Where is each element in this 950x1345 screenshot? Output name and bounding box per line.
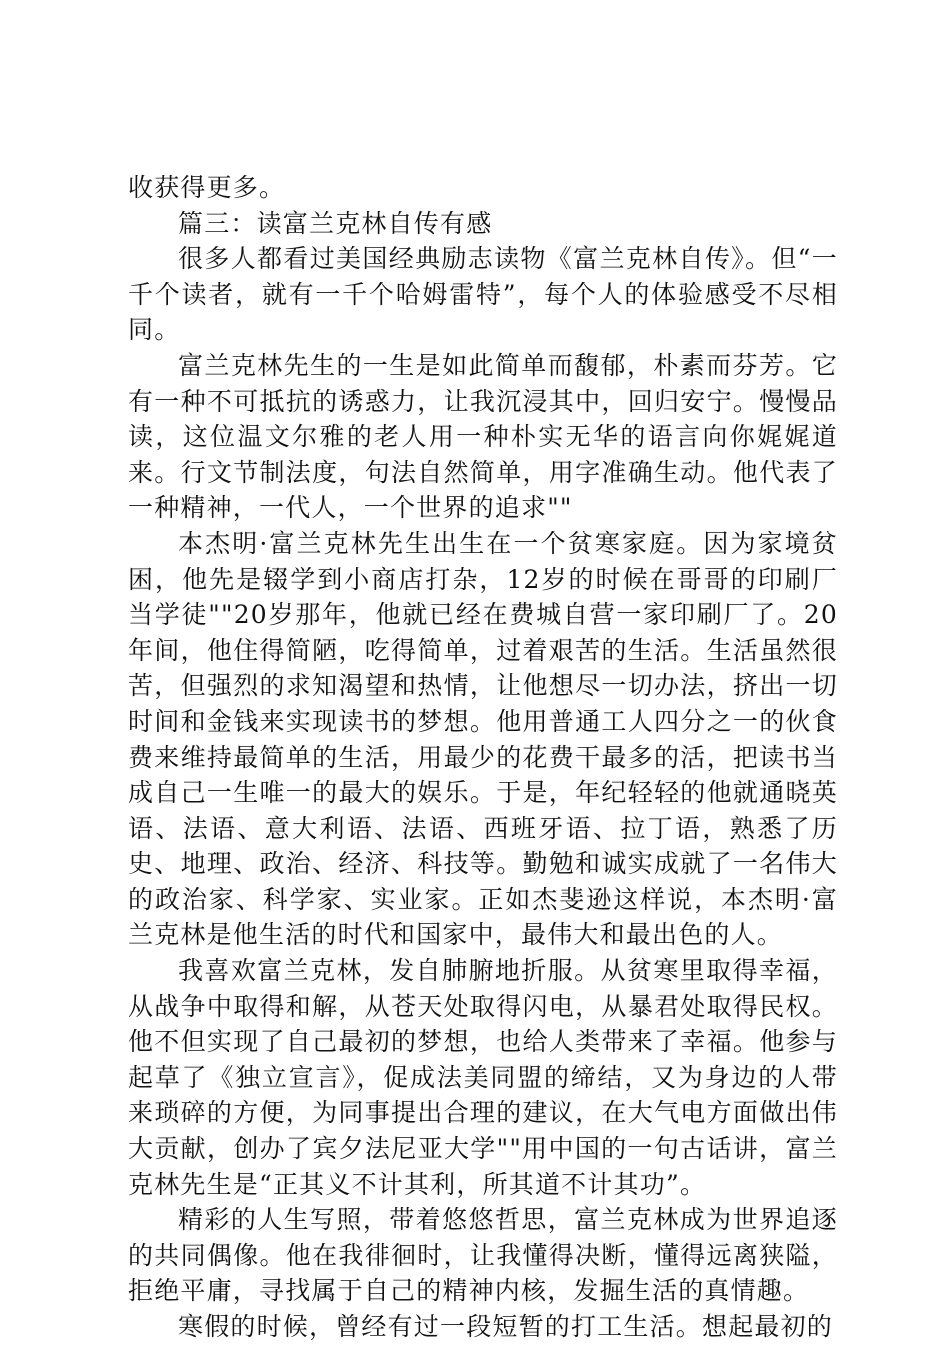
paragraph: 很多人都看过美国经典励志读物《富兰克林自传》。但“一千个读者，就有一千个哈姆雷特”，每个人的体验感受不尽相同。 xyxy=(128,244,838,345)
paragraph-continuation: 收获得更多。 xyxy=(128,173,286,202)
paragraph: 富兰克林先生的一生是如此简单而馥郁，朴素而芬芳。它有一种不可抵抗的诱惑力，让我沉浸其中，回归安宁。慢慢品读，这位温文尔雅的老人用一种朴实无华的语言向你娓娓道来。行文节制法度，句法自然简单，用字准确生动。他代表了一种精神，一代人，一个世界的追求"" xyxy=(128,350,838,523)
document-body xyxy=(128,170,838,1345)
paragraph: 本杰明·富兰克林先生出生在一个贫寒家庭。因为家境贫困，他先是辍学到小商店打杂，12岁的时候在哥哥的印刷厂当学徒""20岁那年，他就已经在费城自营一家印刷厂了。20年间，他住得简陋，吃得简单，过着艰苦的生活。生活虽然很苦，但强烈的求知渴望和热情，让他想尽一切办法，挤出一切时间和金钱来实现读书的梦想。他用普通工人四分之一的伙食费来维持最简单的生活，用最少的花费干最多的活，把读书当成自己一生唯一的最大的娱乐。于是，年纪轻轻的他就通晓英语、法语、意大利语、法语、西班牙语、拉丁语，熟悉了历史、地理、政治、经济、科技等。勤勉和诚实成就了一名伟大的政治家、科学家、实业家。正如杰斐逊这样说，本杰明·富兰克林是他生活的时代和国家中，最伟大和最出色的人。 xyxy=(128,528,838,950)
section-heading: 篇三：读富兰克林自传有感 xyxy=(178,208,493,238)
paragraph: 精彩的人生写照，带着悠悠哲思，富兰克林成为世界追逐的共同偶像。他在我徘徊时，让我懂得决断，懂得远离狭隘，拒绝平庸，寻找属于自己的精神内核，发掘生活的真情趣。 xyxy=(128,1205,838,1306)
paragraph: 寒假的时候，曾经有过一段短暂的打工生活。想起最初的 xyxy=(178,1312,834,1341)
paragraph: 我喜欢富兰克林，发自肺腑地折服。从贫寒里取得幸福，从战争中取得和解，从苍天处取得闪电，从暴君处取得民权。他不但实现了自己最初的梦想，也给人类带来了幸福。他参与起草了《独立宣言》，促成法美同盟的缔结，又为身边的人带来琐碎的方便，为同事提出合理的建议，在大气电方面做出伟大贡献，创办了宾夕法尼亚大学""用中国的一句古话讲，富兰克林先生是“正其义不计其利，所其道不计其功”。 xyxy=(128,956,838,1199)
